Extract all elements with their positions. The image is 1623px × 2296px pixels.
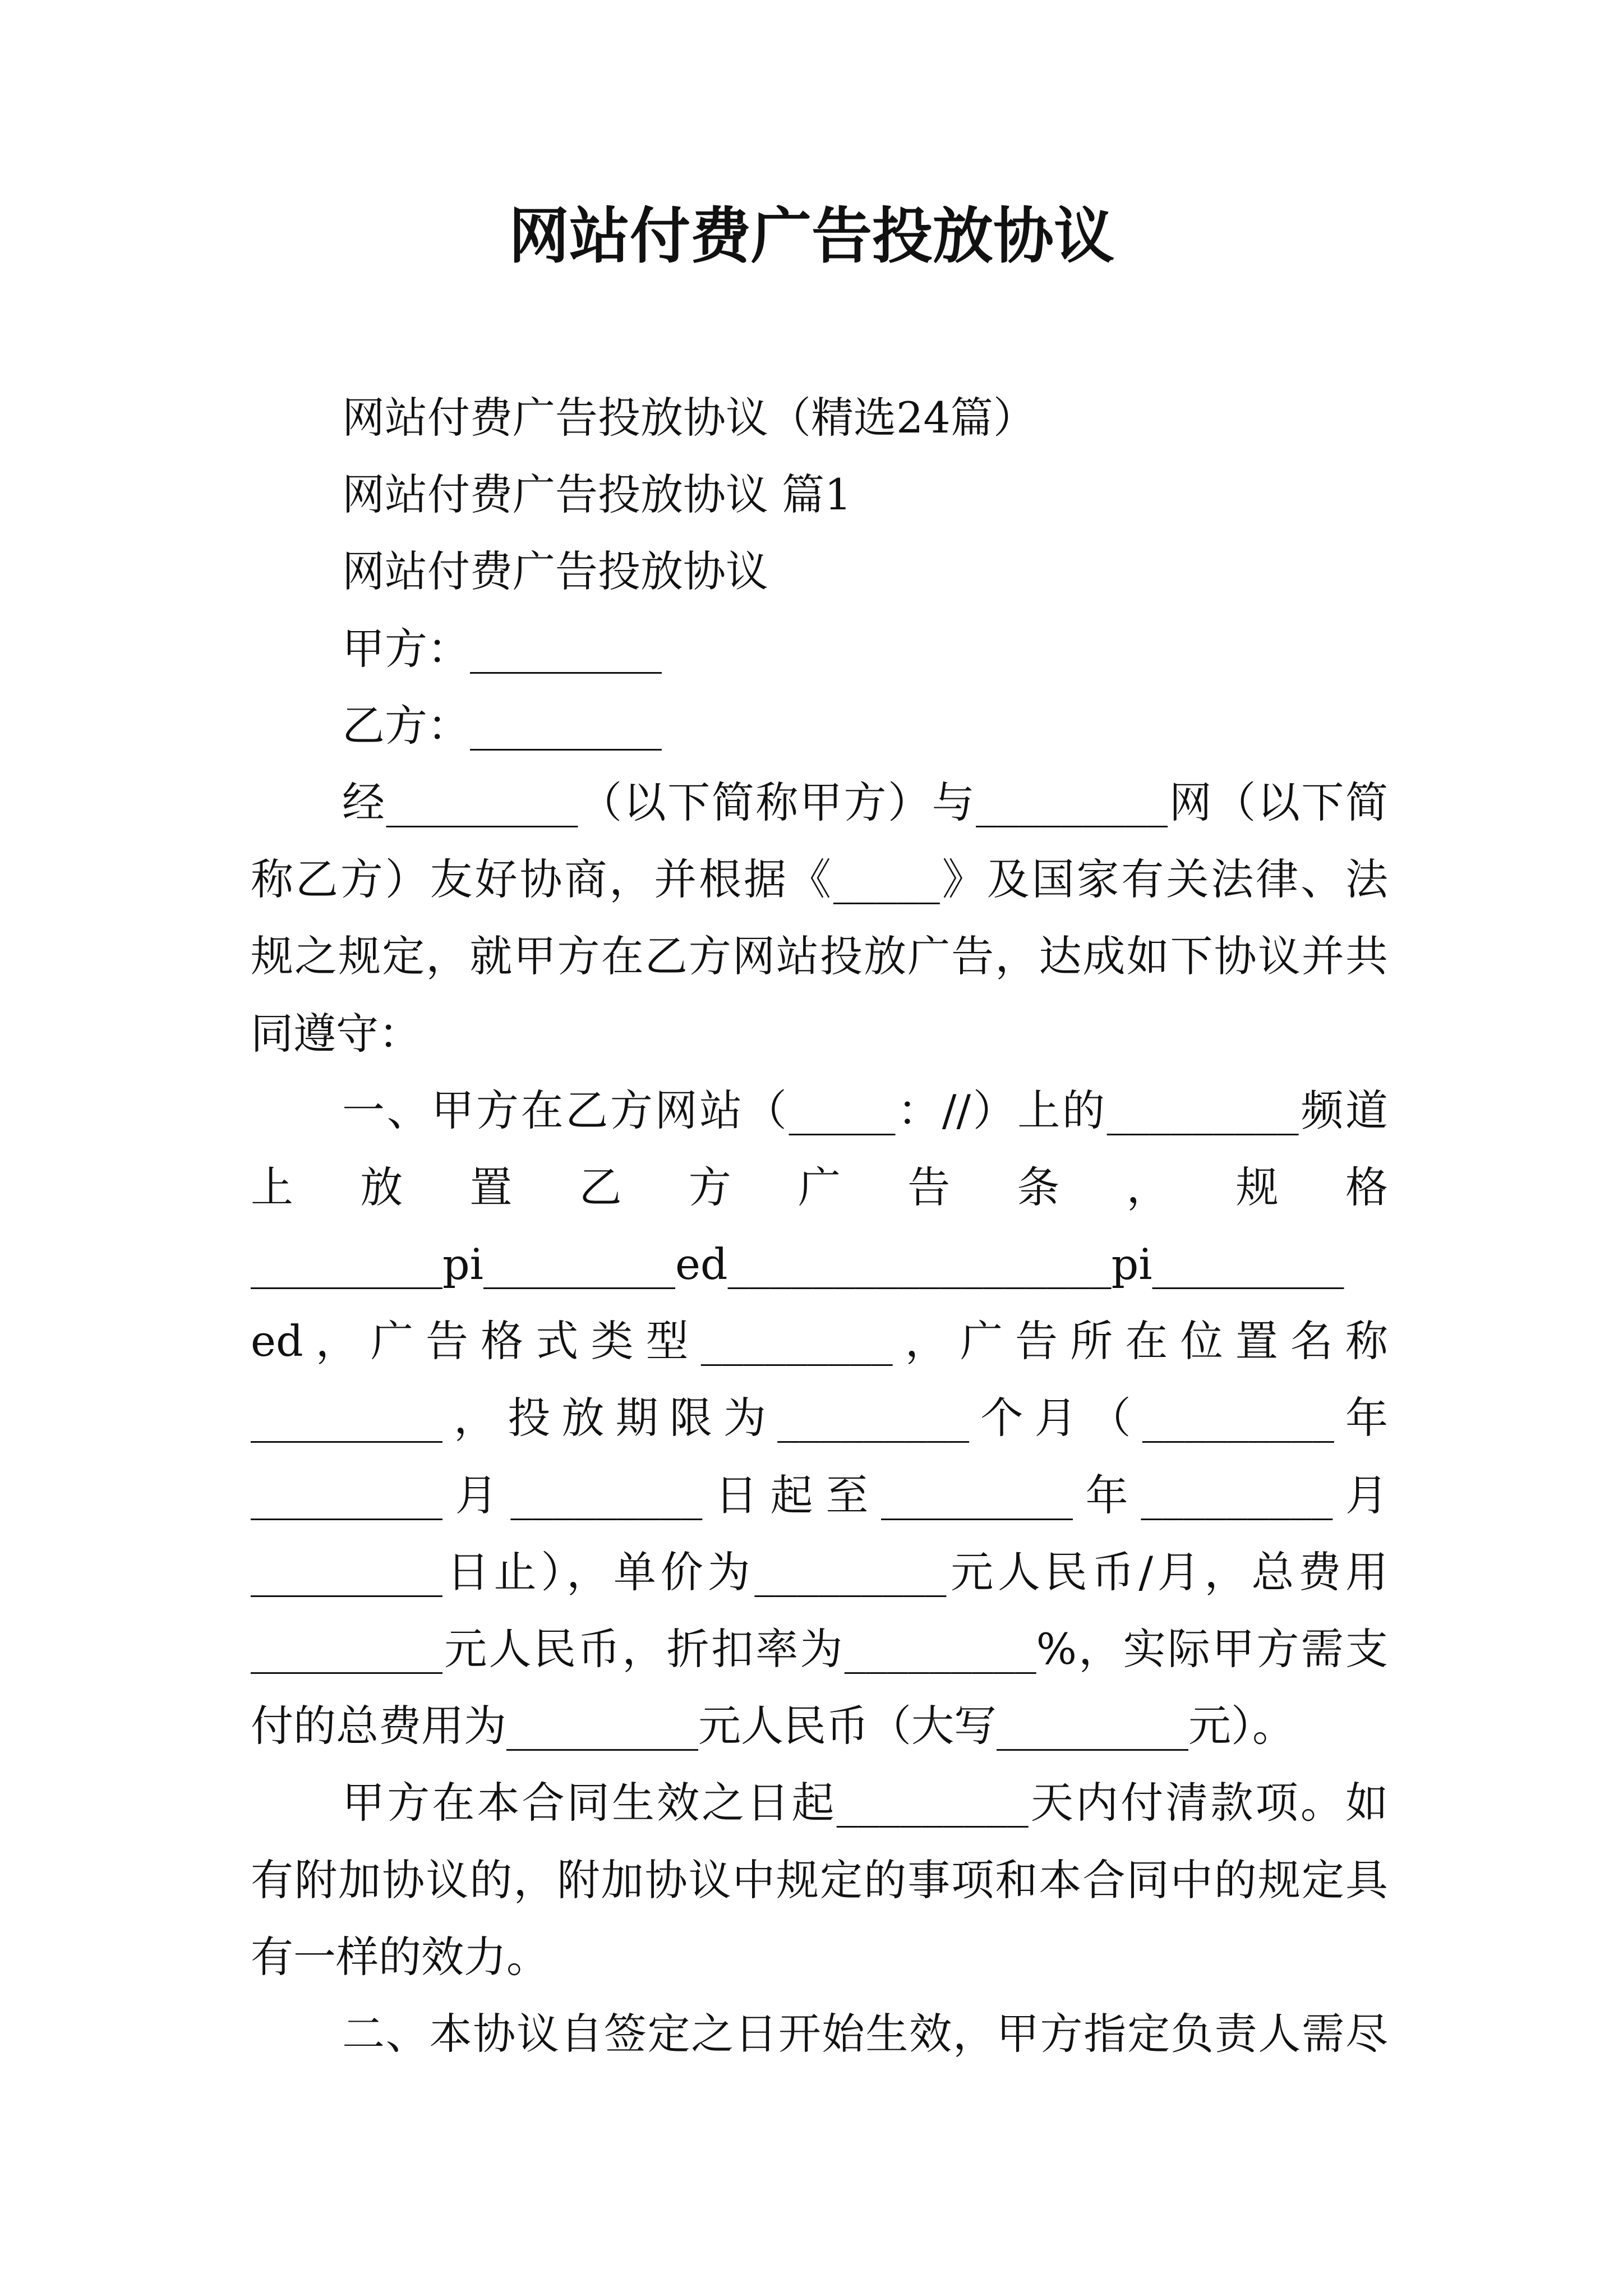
clause-one-line: _________日止），单价为_________元人民币/月，总费用 [251, 1547, 1388, 1597]
party-b-paragraph [251, 687, 1388, 764]
clause-one-line: ed，广告格式类型_________，广告所在位置名称 [251, 1316, 1388, 1366]
article-number-line: 网站付费广告投放协议 篇1 [342, 470, 852, 520]
clause-one-line: 付的总费用为_________元人民币（大写_________元）。 [251, 1701, 1295, 1751]
clause-two-line: 二、本协议自签定之日开始生效，甲方指定负责人需尽 [342, 2008, 1388, 2059]
agreement-heading-line: 网站付费广告投放协议 [342, 546, 768, 597]
clause-one-line: 一、甲方在乙方网站（_____：//）上的_________频道 [342, 1085, 1388, 1135]
party-a-line: 甲方：_________ [342, 623, 662, 674]
payment-line: 有附加协议的，附加协议中规定的事项和本合同中的规定具 [251, 1855, 1388, 1905]
agreement-heading-paragraph [251, 533, 1388, 610]
preamble-line: 称乙方）友好协商，并根据《_____》及国家有关法律、法 [251, 854, 1388, 905]
clause-one-line: 上放置乙方广告条，规格 [251, 1162, 1388, 1212]
preamble-paragraph [251, 764, 1388, 1072]
clause-one-paragraph [251, 1072, 1388, 1765]
clause-one-line: _________元人民币，折扣率为_________%，实际甲方需支 [251, 1624, 1388, 1674]
collection-title-paragraph [251, 379, 1388, 456]
clause-one-line: _________月_________日起至_________年_________月 [251, 1470, 1388, 1520]
clause-one-line: _________，投放期限为_________个月（_________年 [251, 1393, 1388, 1443]
clause-two-paragraph [251, 1995, 1388, 2072]
preamble-line: 规之规定，就甲方在乙方网站投放广告，达成如下协议并共 [251, 931, 1388, 982]
preamble-line: 同遵守： [251, 1008, 421, 1059]
payment-line: 甲方在本合同生效之日起_________天内付清款项。如 [342, 1778, 1388, 1828]
document-title: 网站付费广告投放协议 [508, 201, 1114, 272]
article-number-paragraph [251, 456, 1388, 533]
party-b-line: 乙方：_________ [342, 700, 662, 751]
preamble-line: 经_________（以下简称甲方）与_________网（以下简 [342, 777, 1388, 827]
clause-one-line: _________pi_________ed__________________pi_________ [251, 1239, 1344, 1290]
payment-paragraph [251, 1764, 1388, 1995]
payment-line: 有一样的效力。 [251, 1931, 549, 1982]
party-a-paragraph [251, 610, 1388, 687]
document-body [251, 379, 1388, 2072]
collection-title-line: 网站付费广告投放协议（精选24篇） [342, 393, 1036, 443]
